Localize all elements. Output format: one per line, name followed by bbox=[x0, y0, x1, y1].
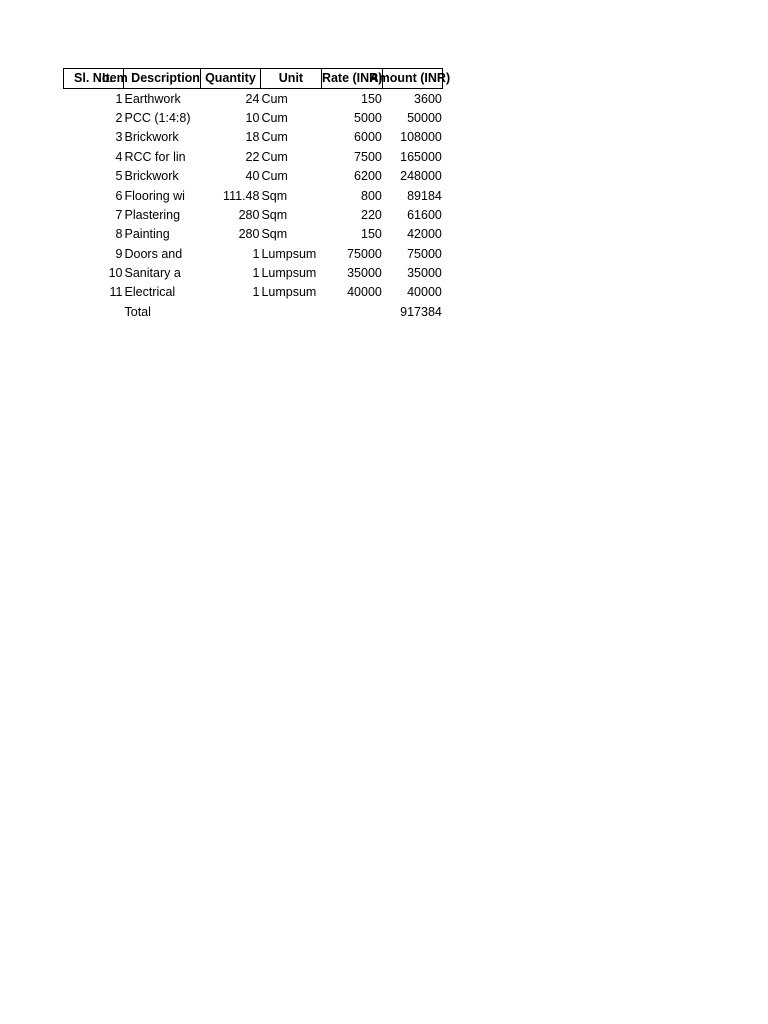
table-row bbox=[64, 89, 443, 109]
quantity-cell[interactable]: 1 bbox=[252, 246, 260, 261]
description-cell[interactable]: Brickwork bbox=[124, 169, 179, 184]
quantity-cell[interactable]: 111.48 bbox=[223, 188, 260, 203]
table-row bbox=[64, 206, 443, 225]
header-description-text: Item Description bbox=[102, 71, 200, 86]
amount-cell[interactable]: 42000 bbox=[407, 227, 442, 242]
sl-no-cell[interactable]: 6 bbox=[115, 188, 123, 203]
description-cell[interactable]: RCC for lin bbox=[124, 149, 186, 164]
total-row bbox=[64, 303, 443, 322]
quantity-cell[interactable]: 24 bbox=[245, 91, 260, 106]
sl-no-cell[interactable]: 4 bbox=[115, 149, 123, 164]
rate-cell[interactable]: 75000 bbox=[347, 246, 382, 261]
quantity-cell[interactable]: 18 bbox=[245, 130, 260, 145]
table-row bbox=[64, 264, 443, 283]
description-cell[interactable]: Electrical bbox=[124, 285, 176, 300]
rate-cell[interactable]: 150 bbox=[361, 227, 382, 242]
amount-cell[interactable]: 35000 bbox=[407, 266, 442, 281]
amount-cell[interactable]: 75000 bbox=[407, 246, 442, 261]
quantity-cell[interactable]: 280 bbox=[238, 207, 260, 222]
unit-cell[interactable]: Cum bbox=[261, 110, 288, 125]
amount-cell[interactable]: 50000 bbox=[407, 110, 442, 125]
unit-cell[interactable]: Cum bbox=[261, 130, 288, 145]
total-empty-cell[interactable] bbox=[64, 303, 124, 322]
unit-cell[interactable]: Cum bbox=[261, 149, 288, 164]
quantity-cell[interactable]: 1 bbox=[252, 285, 260, 300]
amount-cell[interactable]: 108000 bbox=[400, 130, 442, 145]
rate-cell[interactable]: 6000 bbox=[354, 130, 382, 145]
description-cell[interactable]: Earthwork bbox=[124, 91, 181, 106]
unit-cell[interactable]: Lumpsum bbox=[261, 246, 317, 261]
sl-no-cell[interactable]: 7 bbox=[115, 207, 123, 222]
header-row bbox=[64, 69, 443, 89]
sl-no-cell[interactable]: 5 bbox=[115, 169, 123, 184]
rate-cell[interactable]: 150 bbox=[361, 91, 382, 106]
total-empty-cell[interactable] bbox=[200, 303, 260, 322]
description-cell[interactable]: Sanitary a bbox=[124, 266, 181, 281]
quantity-cell[interactable]: 40 bbox=[245, 169, 260, 184]
rate-cell[interactable]: 6200 bbox=[354, 169, 382, 184]
sl-no-cell[interactable]: 1 bbox=[115, 91, 123, 106]
quantity-cell[interactable]: 1 bbox=[252, 266, 260, 281]
header-amount[interactable] bbox=[369, 69, 451, 89]
description-cell[interactable]: Brickwork bbox=[124, 130, 179, 145]
table-row bbox=[64, 245, 443, 264]
description-cell[interactable]: Plastering bbox=[124, 207, 181, 222]
table-row bbox=[64, 109, 443, 128]
unit-cell[interactable]: Sqm bbox=[261, 227, 288, 242]
total-amount[interactable]: 917384 bbox=[400, 304, 442, 319]
amount-cell[interactable]: 3600 bbox=[414, 91, 442, 106]
description-cell[interactable]: Doors and bbox=[124, 246, 183, 261]
amount-cell[interactable]: 61600 bbox=[407, 207, 442, 222]
sl-no-cell[interactable]: 10 bbox=[108, 266, 123, 281]
header-sl-no[interactable]: Sl. No. bbox=[64, 69, 124, 89]
rate-cell[interactable]: 7500 bbox=[354, 149, 382, 164]
rate-cell[interactable]: 35000 bbox=[347, 266, 382, 281]
table-row bbox=[64, 148, 443, 167]
sl-no-cell[interactable]: 2 bbox=[115, 110, 123, 125]
amount-cell[interactable]: 248000 bbox=[400, 169, 442, 184]
total-empty-cell[interactable] bbox=[260, 303, 321, 322]
table-row bbox=[64, 128, 443, 147]
sl-no-cell[interactable]: 8 bbox=[115, 227, 123, 242]
description-cell[interactable]: PCC (1:4:8) bbox=[124, 110, 191, 125]
table-row bbox=[64, 283, 443, 302]
description-cell[interactable]: Painting bbox=[124, 227, 170, 242]
header-rate[interactable]: Rate (INR) bbox=[321, 69, 382, 89]
header-unit[interactable]: Unit bbox=[260, 69, 321, 89]
sl-no-cell[interactable]: 9 bbox=[115, 246, 123, 261]
amount-cell[interactable]: 89184 bbox=[407, 188, 442, 203]
rate-cell[interactable]: 220 bbox=[361, 207, 382, 222]
unit-cell[interactable]: Cum bbox=[261, 169, 288, 184]
quantity-cell[interactable]: 280 bbox=[238, 227, 260, 242]
quantity-cell[interactable]: 10 bbox=[245, 110, 260, 125]
unit-cell[interactable]: Sqm bbox=[261, 207, 288, 222]
sl-no-cell[interactable]: 11 bbox=[109, 285, 123, 300]
amount-cell[interactable]: 40000 bbox=[407, 285, 442, 300]
total-empty-cell[interactable] bbox=[321, 303, 382, 322]
cost-estimate-table bbox=[63, 68, 451, 322]
unit-cell[interactable]: Cum bbox=[261, 91, 288, 106]
table-row bbox=[64, 225, 443, 244]
table-row bbox=[64, 186, 443, 205]
sl-no-cell[interactable]: 3 bbox=[115, 130, 123, 145]
total-label[interactable]: Total bbox=[124, 304, 151, 319]
table-row bbox=[64, 167, 443, 186]
description-cell[interactable]: Flooring wi bbox=[124, 188, 185, 203]
rate-cell[interactable]: 5000 bbox=[354, 110, 382, 125]
unit-cell[interactable]: Lumpsum bbox=[261, 266, 317, 281]
estimate-sheet bbox=[63, 68, 451, 322]
rate-cell[interactable]: 800 bbox=[361, 188, 382, 203]
amount-cell[interactable]: 165000 bbox=[400, 149, 442, 164]
header-amount-text: Amount (INR) bbox=[369, 71, 451, 86]
rate-cell[interactable]: 40000 bbox=[347, 285, 382, 300]
quantity-cell[interactable]: 22 bbox=[245, 149, 260, 164]
header-description[interactable] bbox=[102, 69, 201, 89]
header-quantity[interactable]: Quantity bbox=[200, 69, 260, 89]
unit-cell[interactable]: Sqm bbox=[261, 188, 288, 203]
unit-cell[interactable]: Lumpsum bbox=[261, 285, 317, 300]
